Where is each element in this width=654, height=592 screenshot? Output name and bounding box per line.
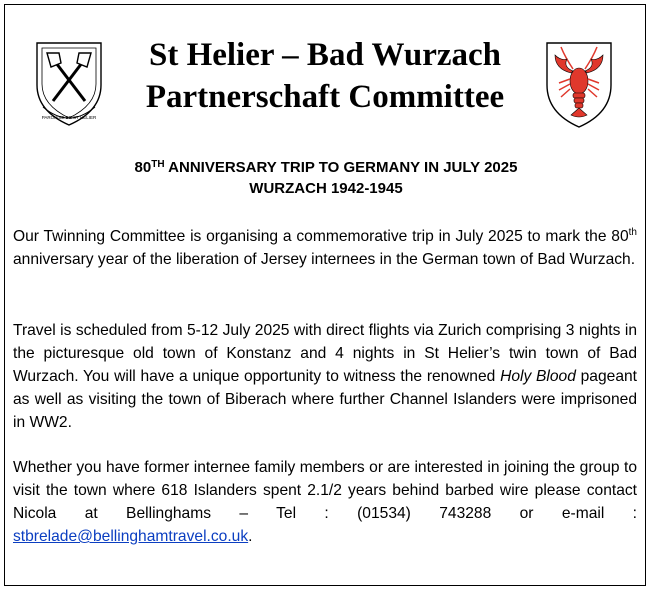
subheading-line-1: 80TH ANNIVERSARY TRIP TO GERMANY IN JULY 2025 xyxy=(134,159,518,176)
title-line-1: St Helier – Bad Wurzach xyxy=(148,37,501,73)
subheading-line-2: WURZACH 1942-1945 xyxy=(249,180,403,197)
title-line-2: Partnerschaft Committee xyxy=(145,79,505,115)
st-helier-crest-icon xyxy=(33,37,105,129)
bad-wurzach-crayfish-crest-icon xyxy=(543,39,615,131)
notice-frame xyxy=(4,4,646,586)
email-link[interactable]: stbrelade@bellinghamtravel.co.uk xyxy=(13,528,249,545)
paragraph-contact: Whether you have former internee family members or are interested in joining the group to visit the town where 618 Islanders spent 2.1/2 years behind barbed wire please contact Nicola at Bellinghams – Tel : (01534) 743288 or e-mail : stbrelade@bellinghamtravel.co.uk. xyxy=(13,459,637,545)
paragraph-intro: Our Twinning Committee is organising a commemorative trip in July 2025 to mark the 80th anniversary year of the liberation of Jersey internees in the German town of Bad Wurzach. xyxy=(13,227,637,268)
paragraph-travel: Travel is scheduled from 5-12 July 2025 with direct flights via Zurich comprising 3 nights in the picturesque old town of Konstanz and 4 nights in St Helier’s twin town of Bad Wurzach. You will have a unique opportunity to witness the renowned Holy Blood pageant as well as visiting the town of Biberach where further Channel Islanders were imprisoned in WW2. xyxy=(13,322,637,431)
crest-motto: PAROISSE DE ST HELIER xyxy=(41,115,97,120)
